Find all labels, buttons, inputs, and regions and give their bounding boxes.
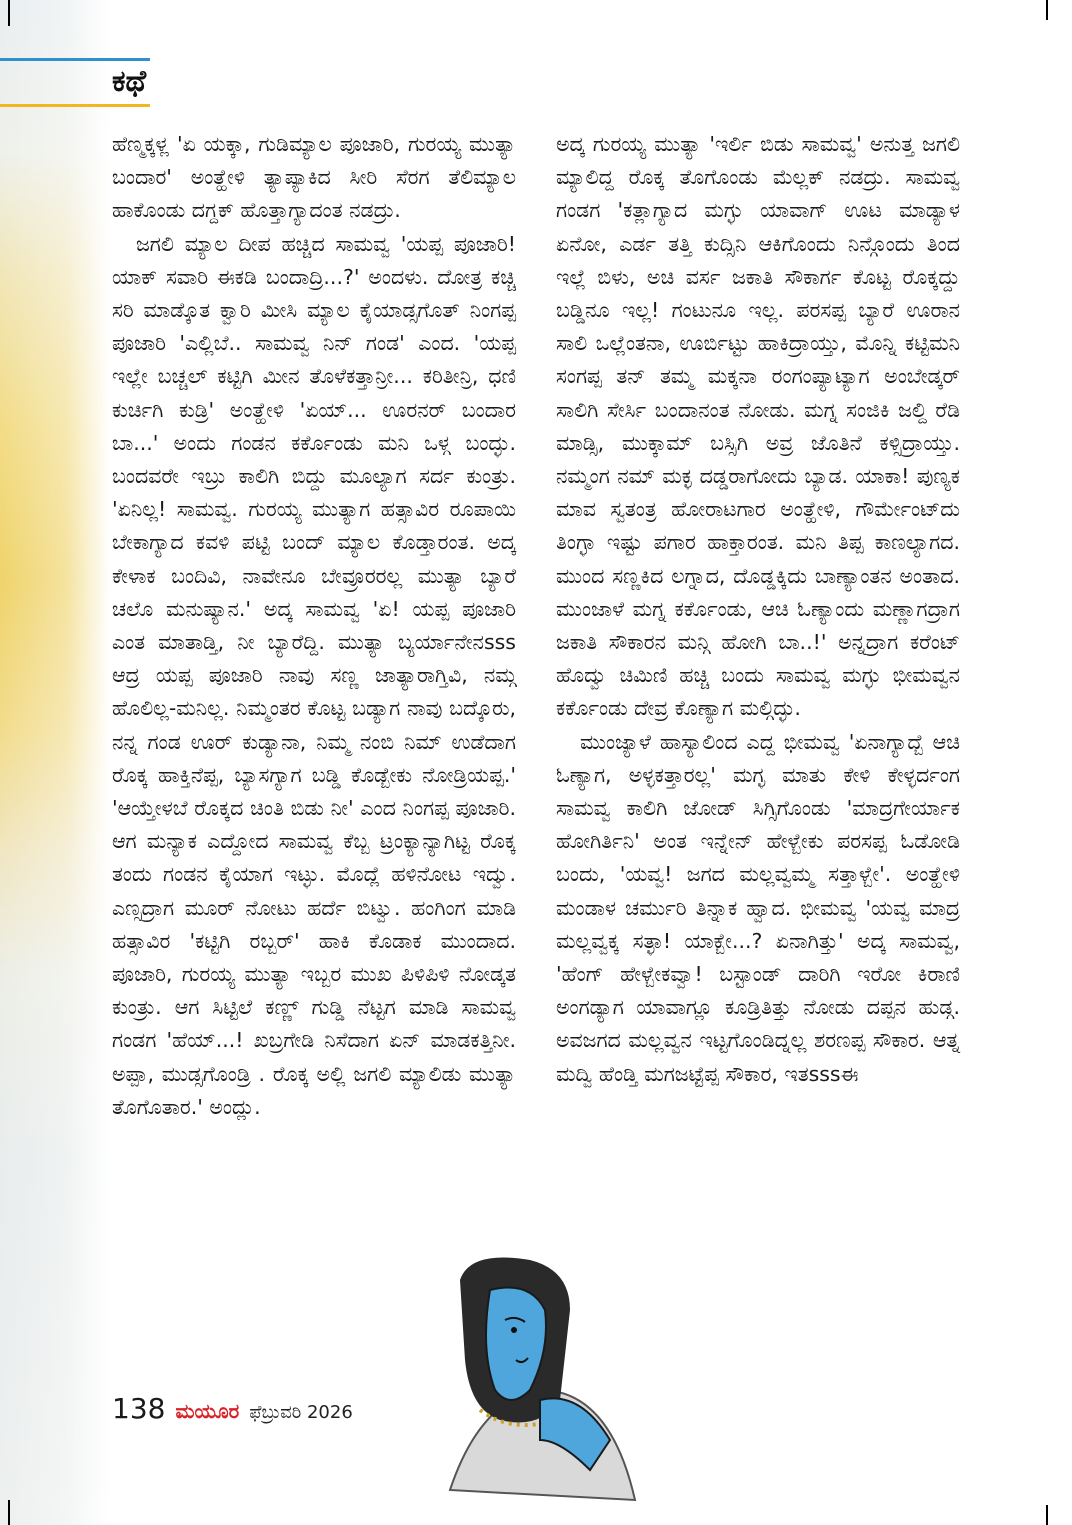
crop-mark <box>8 1500 10 1525</box>
story-column-right <box>556 128 960 1091</box>
crop-mark <box>1046 0 1048 20</box>
page-number: 138 <box>112 1392 166 1425</box>
woman-portrait-illustration-icon <box>420 1240 650 1510</box>
page-footer <box>112 1392 353 1425</box>
section-rule-yellow <box>0 104 150 107</box>
crop-mark <box>8 0 10 26</box>
issue-date: ಫೆಬ್ರುವರಿ 2026 <box>249 1402 353 1423</box>
paragraph: ಜಗಲಿ ಮ್ಯಾಲ ದೀಪ ಹಚ್ಚಿದ ಸಾಮವ್ವ 'ಯಪ್ಪ ಪೂಜಾರಿ! ಯಾಕ್ ಸವಾರಿ ಈಕಡಿ ಬಂದಾದ್ರಿ...?' ಅಂದಳು. ದೋತ್ರ ಕಚ್ಚಿ ಸರಿ ಮಾಡ್ಕೊತ ಕ್ವಾರಿ ಮೀಸಿ ಮ್ಯಾಲ ಕೈಯಾಡ್ಸಗೊತ್ ನಿಂಗಪ್ಪ ಪೂಜಾರಿ 'ಎಲ್ಲಿಬೆ.. ಸಾಮವ್ವ ನಿನ್ ಗಂಡ' ಎಂದ. 'ಯಪ್ಪ ಇಲ್ಲೇ ಬಚ್ಚಲ್ ಕಟ್ಟಿಗಿ ಮೀನ ತೊಳೆಕತ್ತಾನ್ರೀ... ಕರಿತೀನ್ರಿ, ಧಣಿ ಕುರ್ಚಿಗಿ ಕುಡ್ರಿ' ಅಂತ್ಹೇಳಿ 'ಏಯ್... ಊರನರ್ ಬಂದಾರ ಬಾ...' ಅಂದು ಗಂಡನ ಕರ್ಕೊಂಡು ಮನಿ ಒಳ್ಗ ಬಂದ್ಳು. ಬಂದವರೇ ಇಬ್ರು ಕಾಲಿಗಿ ಬಿದ್ದು ಮೂಲ್ಯಾಗ ಸರ್ದ ಕುಂತ್ರು. 'ಏನಿಲ್ಲ! ಸಾಮವ್ವ. ಗುರಯ್ಯ ಮುತ್ಯಾಗ ಹತ್ಸಾವಿರ ರೂಪಾಯಿ ಬೇಕಾಗ್ಯಾದ ಕವಳಿ ಪಟ್ಟಿ ಬಂದ್ ಮ್ಯಾಲ ಕೊಡ್ತಾರಂತ. ಅದ್ಕ ಕೇಳಾಕ ಬಂದಿವಿ, ನಾವೇನೂ ಬೇವ್ರೂರರಲ್ಲ ಮುತ್ಯಾ ಬ್ಯಾರೆ ಚಲೊ ಮನುಷ್ಯಾನ.' ಅದ್ಕ ಸಾಮವ್ವ 'ಏ! ಯಪ್ಪ ಪೂಜಾರಿ ಎಂತ ಮಾತಾಡ್ತಿ, ನೀ ಬ್ಯಾರೆದ್ದಿ. ಮುತ್ಯಾ ಬ್ಯರ್ಯಾನೇನsss ಆದ್ರ ಯಪ್ಪ ಪೂಜಾರಿ ನಾವು ಸಣ್ಣ ಜಾತ್ಯಾರಾಗ್ತಿವಿ, ನಮ್ಗ ಹೊಲಿಲ್ಲ-ಮನಿಲ್ಲ. ನಿಮ್ಮಂತರ ಕೊಟ್ಟ ಬಡ್ಯಾಗ ನಾವು ಬದ್ಕೊರು, ನನ್ನ ಗಂಡ ಊರ್ ಕುಡ್ಯಾನಾ, ನಿಮ್ಮ ನಂಬಿ ನಿಮ್ ಉಡೆದಾಗ ರೊಕ್ಕ ಹಾಕ್ತಿನೆಪ್ಪ, ಬ್ಯಾಸಗ್ಯಾಗ ಬಡ್ಡಿ ಕೊಡ್ಬೇಕು ನೋಡ್ರಿಯಪ್ಪ.' 'ಆಯ್ತೇಳಬೆ ರೊಕ್ಕದ ಚಿಂತಿ ಬಿಡು ನೀ' ಎಂದ ನಿಂಗಪ್ಪ ಪೂಜಾರಿ. ಆಗ ಮನ್ಯಾಕ ಎದ್ದೋದ ಸಾಮವ್ವ ಕೆಬ್ಬ ಟ್ರಂಕ್ಯಾನ್ಯಾಗಿಟ್ಟ ರೊಕ್ಕ ತಂದು ಗಂಡನ ಕೈಯಾಗ ಇಟ್ಳು. ಮೊದ್ಲೆ ಹಳಿನೋಟ ಇದ್ವು. ಎಣ್ಸದ್ರಾಗ ಮೂರ್ ನೋಟು ಹರ್ದೆ ಬಿಟ್ವು. ಹಂಗಿಂಗ ಮಾಡಿ ಹತ್ಸಾವಿರ 'ಕಟ್ಟಿಗಿ ರಬ್ಬರ್' ಹಾಕಿ ಕೊಡಾಕ ಮುಂದಾದ. ಪೂಜಾರಿ, ಗುರಯ್ಯ ಮುತ್ಯಾ ಇಬ್ಬರ ಮುಖ ಪಿಳಿಪಿಳಿ ನೋಡ್ಕತ ಕುಂತ್ರು. ಆಗ ಸಿಟ್ಟಿಲೆ ಕಣ್ಣ್ ಗುಡ್ಡಿ ನೆಟ್ಟಗ ಮಾಡಿ ಸಾಮವ್ವ ಗಂಡಗ 'ಹೆಯ್...! ಖಬ್ರಗೇಡಿ ನಿಸೆದಾಗ ಏನ್ ಮಾಡಕತ್ತಿನೀ. ಅಪ್ಪಾ, ಮುಡ್ಸಗೊಂಡ್ರಿ . ರೊಕ್ಕ ಅಲ್ಲಿ ಜಗಲಿ ಮ್ಯಾಲಿಡು ಮುತ್ಯಾ ತೊಗೊತಾರ.' ಅಂದ್ಲು. <box>112 231 516 1119</box>
story-column-left <box>112 128 516 1124</box>
paragraph: ಅದ್ಕ ಗುರಯ್ಯ ಮುತ್ಯಾ 'ಇರ್ಲಿ ಬಿಡು ಸಾಮವ್ವ' ಅನುತ್ತ ಜಗಲಿ ಮ್ಯಾಲಿದ್ದ ರೊಕ್ಕ ತೊಗೊಂಡು ಮೆಲ್ಲಕ್ ನಡದ್ರು. ಸಾಮವ್ವ ಗಂಡಗ 'ಕತ್ಲಾಗ್ಯಾದ ಮಗ್ಳು ಯಾವಾಗ್ ಊಟ ಮಾಡ್ಯಾಳ ಏನೋ, ಎರ್ಡ ತತ್ತಿ ಕುದ್ಸಿನಿ ಆಕಿಗೊಂದು ನಿನ್ಗೊಂದು ತಿಂದ ಇಲ್ಲೆ ಬಿಳು, ಅಚಿ ವರ್ಸ ಜಕಾತಿ ಸೌಕಾರ್ಗ ಕೊಟ್ಟ ರೊಕ್ಕದ್ದು ಬಡ್ಡಿನೂ ಇಲ್ಲ! ಗಂಟುನೂ ಇಲ್ಲ. ಪರಸಪ್ಪ ಬ್ಯಾರೆ ಊರಾನ ಸಾಲಿ ಒಲ್ಲೆಂತನಾ, ಊರ್ಬಿಟ್ಟು ಹಾಕಿದ್ರಾಯ್ತು, ಮೊನ್ನಿ ಕಟ್ಟಿಮನಿ ಸಂಗಪ್ಪ ತನ್ ತಮ್ಮ ಮಕ್ಕನಾ ರಂಗಂಪ್ಯಾಟ್ಯಾಗ ಅಂಬೇಡ್ಕರ್ ಸಾಲಿಗಿ ಸೇರ್ಸಿ ಬಂದಾನಂತ ನೋಡು. ಮಗ್ನ ಸಂಜಿಕಿ ಜಲ್ದಿ ರೆಡಿ ಮಾಡ್ಸಿ, ಮುಕ್ಕಾಮ್ ಬಸ್ಸಿಗಿ ಅವ್ರ ಜೊತಿನೆ ಕಳ್ಸಿದ್ರಾಯ್ತು. ನಮ್ಮಂಗ ನಮ್ ಮಕ್ಳ ದಡ್ಡರಾಗೋದು ಬ್ಯಾಡ. ಯಾಕಾ! ಪುಣ್ಯಕ ಮಾವ ಸ್ವತಂತ್ರ ಹೋರಾಟಗಾರ ಅಂತ್ಹೇಳಿ, ಗೌರ್ಮೇಂಟ್‌ದು ತಿಂಗ್ಳಾ ಇಷ್ಟು ಪಗಾರ ಹಾಕ್ತಾರಂತ. ಮನಿ ತಿಪ್ಪ ಕಾಣಲ್ಯಾಗದ. ಮುಂದ ಸಣ್ಣಕಿದ ಲಗ್ನಾದ, ದೊಡ್ಡಕ್ಕಿದು ಬಾಣ್ಯಾಂತನ ಅಂತಾದ. ಮುಂಜಾಳೆ ಮಗ್ನ ಕರ್ಕೊಂಡು, ಆಚಿ ಓಣ್ಯಾಂದು ಮಣ್ಣಾಗದ್ರಾಗ ಜಕಾತಿ ಸೌಕಾರನ ಮನ್ಗಿ ಹೋಗಿ ಬಾ..!' ಅನ್ನದ್ರಾಗ ಕರೆಂಟ್ ಹೊದ್ವು ಚಿಮಿಣಿ ಹಚ್ಚಿ ಬಂದು ಸಾಮವ್ವ ಮಗ್ಳು ಭೀಮವ್ವನ ಕರ್ಕೊಂಡು ದೇವ್ರ ಕೊಣ್ಯಾಗ ಮಲ್ಗಿದ್ಳು. <box>556 132 960 721</box>
paragraph: ಮುಂಜ್ಯಾಳೆ ಹಾಸ್ಯಾಲಿಂದ ಎದ್ದ ಭೀಮವ್ವ 'ಏನಾಗ್ಯಾದ್ಬೆ ಆಚಿ ಓಣ್ಯಾಗ, ಅಳ್ಳಕತ್ತಾರಲ್ಲ' ಮಗ್ಳ ಮಾತು ಕೇಳಿ ಕೇಳ್ಳರ್ದಂಗ ಸಾಮವ್ವ ಕಾಲಿಗಿ ಜೋಡ್ ಸಿಗ್ಸಿಗೊಂಡು 'ಮಾದ್ರಗೇರ್ಯಾಕ ಹೋಗಿರ್ತಿನಿ' ಅಂತ ಇನ್ನೇನ್ ಹೇಳ್ಬೇಕು ಪರಸಪ್ಪ ಓಡೋಡಿ ಬಂದು, 'ಯವ್ವ! ಜಗದ ಮಲ್ಲವ್ವಮ್ಮ ಸತ್ತಾಳ್ಬೇ'. ಅಂತ್ಹೇಳಿ ಮಂಡಾಳ ಚರ್ಮುರಿ ತಿನ್ನಾಕ ಹ್ವಾದ. ಭೀಮವ್ವ 'ಯವ್ವ ಮಾದ್ರ ಮಲ್ಲವ್ವಕ್ಕ ಸತ್ಳಾ! ಯಾಕ್ಬೇ...? ಏನಾಗಿತ್ತು' ಅದ್ಕ ಸಾಮವ್ವ, 'ಹೆಂಗ್ ಹೇಳ್ಬೇಕವ್ವಾ! ಬಸ್ಟಾಂಡ್ ದಾರಿಗಿ ಇರೋ ಕಿರಾಣಿ ಅಂಗಡ್ಯಾಗ ಯಾವಾಗ್ಲೂ ಕೂಡ್ರಿತಿತ್ತು ನೋಡು ದಪ್ಪನ ಹುಡ್ಗ. ಅವಜಗದ ಮಲ್ಲವ್ವನ ಇಟ್ಟಗೊಂಡಿದ್ನಲ್ಲ ಶರಣಪ್ಪ ಸೌಕಾರ. ಆತ್ನ ಮದ್ವಿ ಹೆಂಡ್ತಿ ಮಗಜಟ್ಟೆಪ್ಪ ಸೌಕಾರ, ಇತsssಈ <box>556 729 960 1086</box>
section-rule-blue <box>0 58 150 61</box>
paragraph: ಹೆಣ್ಮಕ್ಕಳ್ಲ 'ಏ ಯಕ್ಕಾ, ಗುಡಿಮ್ಯಾಲ ಪೂಜಾರಿ, ಗುರಯ್ಯ ಮುತ್ಯಾ ಬಂದಾರ' ಅಂತ್ಹೇಳಿ ತ್ಯಾಪ್ಯಾಕಿದ ಸೀರಿ ಸೆರಗ ತೆಲಿಮ್ಯಾಲ ಹಾಕೊಂಡು ದಗ್ದಕ್ ಹೊತ್ತಾಗ್ಯಾದಂತ ನಡದ್ರು. <box>112 132 516 223</box>
crop-mark <box>1046 1505 1048 1525</box>
page-edge-gradient <box>0 0 110 1525</box>
section-title: ಕಥೆ <box>112 64 147 99</box>
magazine-logo: ಮಯೂರ <box>175 1399 240 1423</box>
